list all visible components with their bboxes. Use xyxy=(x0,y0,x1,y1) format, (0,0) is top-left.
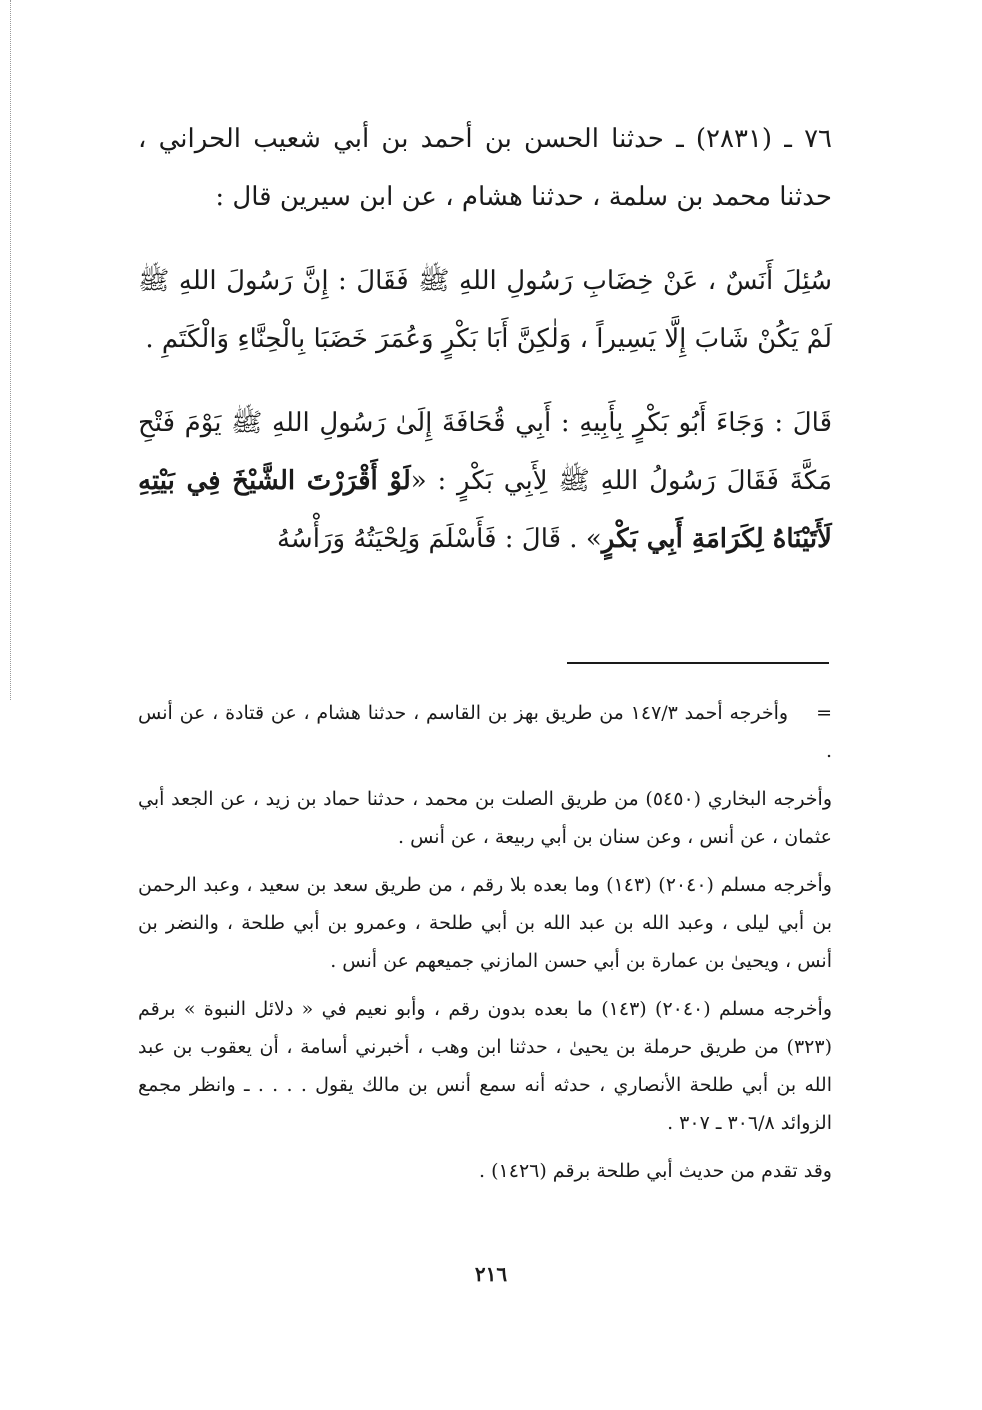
footnote-divider xyxy=(567,662,829,664)
hadith-header: ٧٦ ـ (٢٨٣١) ـ حدثنا الحسن بن أحمد بن أبي شعيب الحراني ، حدثنا محمد بن سلمة ، حدثنا هشام ، عن ابن سيرين قال : xyxy=(138,124,832,212)
hadith-text xyxy=(138,110,832,568)
continuation-mark: = xyxy=(816,702,832,724)
footnote-1-text: وأخرجه أحمد ١٤٧/٣ من طريق بهز بن القاسم ، حدثنا هشام ، عن قتادة ، عن أنس . xyxy=(138,702,832,762)
hadith-paragraph-2 xyxy=(138,394,832,568)
footnote-1 xyxy=(138,694,832,770)
scan-edge-line xyxy=(10,0,13,700)
footnote-4: وأخرجه مسلم (٢٠٤٠) (١٤٣) ما بعده بدون رقم ، وأبو نعيم في « دلائل النبوة » برقم (٣٢٣) من طريق حرملة بن يحيىٰ ، حدثنا ابن وهب ، أخبرني أسامة ، أن يعقوب بن عبد الله بن أبي طلحة الأنصاري ، حدثه أنه سمع أنس بن مالك يقول . . . . ـ وانظر مجمع الزوائد ٣٠٦/٨ ـ ٣٠٧ . xyxy=(138,998,832,1134)
footnote-2: وأخرجه البخاري (٥٤٥٠) من طريق الصلت بن محمد ، حدثنا حماد بن زيد ، عن الجعد أبي عثمان ، عن أنس ، وعن سنان بن أبي ربيعة ، عن أنس . xyxy=(138,788,832,848)
footnote-5: وقد تقدم من حديث أبي طلحة برقم (١٤٢٦) . xyxy=(479,1160,832,1182)
paragraph-2-opening: قَالَ : وَجَاءَ أَبُو بَكْرٍ بِأَبِيهِ : أَبِي قُحَافَةَ إِلَىٰ رَسُولِ اللهِ ﷺ يَوْمَ فَتْحِ مَكَّةَ فَقَالَ رَسُولُ اللهِ ﷺ لِأَبِي بَكْرٍ : « xyxy=(138,408,833,496)
paragraph-2-closing: » . قَالَ : فَأَسْلَمَ وَلِحْيَتُهُ وَرَأْسُهُ xyxy=(276,524,602,554)
page-number: ٢١٦ xyxy=(474,1262,508,1286)
footnote-3: وأخرجه مسلم (٢٠٤٠) (١٤٣) وما بعده بلا رقم ، من طريق سعد بن سعيد ، وعبد الرحمن بن أبي ليلى ، وعبد الله بن عبد الله بن أبي طلحة ، وعمرو بن أبي طلحة ، والنضر بن أنس ، ويحيىٰ بن عمارة بن أبي حسن المازني جميعهم عن أنس . xyxy=(138,874,832,972)
prophet-quote-bold: لَوْ أَقْرَرْتَ الشَّيْخَ فِي بَيْتِهِ لَأَتَيْنَاهُ لِكَرَامَةِ أَبِي بَكْرٍ xyxy=(138,466,832,554)
hadith-paragraph-1: سُئِلَ أَنَسٌ ، عَنْ خِضَابِ رَسُولِ اللهِ ﷺ فَقَالَ : إِنَّ رَسُولَ اللهِ ﷺ لَمْ يَكُنْ شَابَ إِلَّا يَسِيراً ، وَلٰكِنَّ أَبَا بَكْرٍ وَعُمَرَ خَضَبَا بِالْحِنَّاءِ وَالْكَتَمِ . xyxy=(138,266,832,354)
footnotes-section xyxy=(138,694,832,1190)
